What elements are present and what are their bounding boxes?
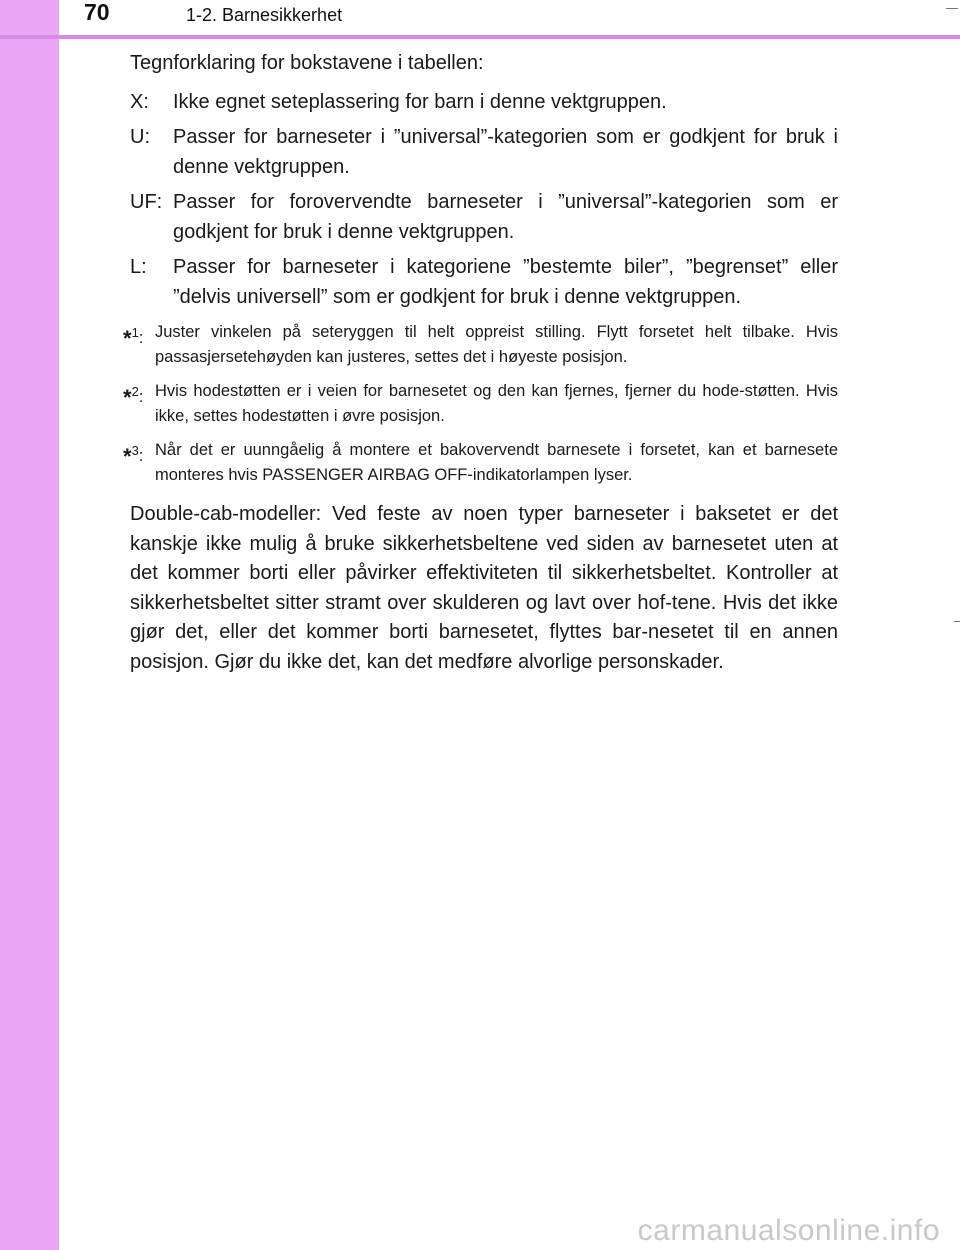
legend-item: [130, 87, 838, 117]
footnote-star: *: [123, 385, 132, 410]
footnote-marker: [123, 320, 155, 370]
footnote-separator: :: [138, 329, 144, 347]
footnote-separator: :: [138, 447, 144, 465]
crop-mark: [946, 8, 958, 9]
legend-text: Passer for barneseter i kategoriene ”bestemte biler”, ”begrenset” eller ”delvis universell” som er godkjent for bruk i denne vektgruppen.: [173, 256, 838, 308]
footnote-number: 3: [131, 443, 139, 458]
footnote-marker: [123, 379, 155, 429]
legend-item: [130, 122, 838, 182]
legend-list: [130, 87, 838, 312]
page-content: [123, 48, 838, 697]
footnote-item: [123, 379, 838, 429]
legend-text: Passer for forovervendte barneseter i ”universal”-kategorien som er godkjent for bruk i denne vektgruppen.: [173, 191, 838, 243]
footnote-item: [123, 438, 838, 488]
legend-text: Passer for barneseter i ”universal”-kategorien som er godkjent for bruk i denne vektgruppen.: [173, 126, 838, 178]
legend-key: L:: [130, 256, 147, 278]
legend-item: [130, 252, 838, 312]
legend-item: [130, 187, 838, 247]
footnote-text: Juster vinkelen på seteryggen til helt oppreist stilling. Flytt forsetet helt tilbake. Hvis passasjersetehøyden kan justeres, settes det i høyeste posisjon.: [155, 323, 838, 366]
legend-key: U:: [130, 126, 150, 148]
section-title: 1-2. Barnesikkerhet: [186, 5, 343, 25]
legend-key: UF:: [130, 191, 163, 213]
footnote-item: [123, 320, 838, 370]
header-rule: [0, 35, 960, 39]
watermark: carmanualsonline.info: [637, 1214, 940, 1247]
double-cab-note: Double-cab-modeller: Ved feste av noen typer barneseter i baksetet er det kanskje ikke mulig å bruke sikkerhetsbeltene ved siden av barnesetet uten at det kommer borti eller påvirker effektiviteten til sikkerhetsbeltet. Kontroller at sikkerhetsbeltet sitter stramt over skulderen og lavt over hof-tene. Hvis det ikke gjør det, eller det kommer borti barnesetet, flyttes bar-nesetet til en annen posisjon. Gjør du ikke det, kan det medføre alvorlige personskader.: [130, 503, 838, 673]
page-number: 70: [80, 0, 114, 26]
footnote-number: 1: [131, 325, 139, 340]
footnote-marker: [123, 438, 155, 488]
legend-text: Ikke egnet seteplassering for barn i denne vektgruppen.: [173, 91, 667, 113]
footnote-separator: :: [138, 388, 144, 406]
footnote-text: Når det er uunngåelig å montere et bakovervendt barnesete i forsetet, kan et barnesete monteres hvis PASSENGER AIRBAG OFF-indikatorlampen lyser.: [155, 441, 838, 484]
footnote-star: *: [123, 444, 132, 469]
footnote-text: Hvis hodestøtten er i veien for barnesetet og den kan fjernes, fjerner du hode-støtten. Hvis ikke, settes hodestøtten i øvre posisjon.: [155, 382, 838, 425]
legend-key: X:: [130, 91, 149, 113]
footnotes: [123, 320, 838, 488]
crop-mark: [954, 621, 960, 622]
footnote-number: 2: [131, 384, 139, 399]
footnote-star: *: [123, 326, 132, 351]
side-tab-bar: [0, 0, 59, 1250]
legend-intro: Tegnforklaring for bokstavene i tabellen:: [130, 52, 484, 74]
